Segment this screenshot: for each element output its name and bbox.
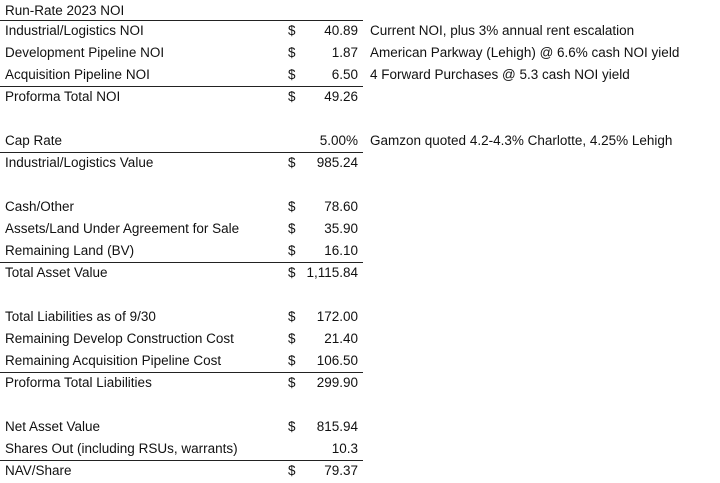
currency-symbol: $ xyxy=(288,199,296,214)
row-value: 35.90 xyxy=(324,221,358,236)
row-remaining-land xyxy=(0,240,720,262)
sheet-title: Run-Rate 2023 NOI xyxy=(5,3,125,18)
row-total-asset-value xyxy=(0,262,720,284)
title-row xyxy=(0,0,720,22)
currency-symbol: $ xyxy=(288,155,296,170)
row-label: Proforma Total NOI xyxy=(5,89,121,104)
row-value: 10.3 xyxy=(331,441,358,456)
row-assets-for-sale xyxy=(0,218,720,240)
row-value: 21.40 xyxy=(324,331,358,346)
row-label: Remaining Develop Construction Cost xyxy=(5,331,234,346)
row-industrial-value xyxy=(0,152,720,174)
row-cash-other xyxy=(0,196,720,218)
currency-symbol: $ xyxy=(288,463,296,478)
row-value: 79.37 xyxy=(324,463,358,478)
row-development-noi xyxy=(0,42,720,64)
currency-symbol: $ xyxy=(288,243,296,258)
row-label: Remaining Acquisition Pipeline Cost xyxy=(5,353,222,368)
row-value: 40.89 xyxy=(324,23,358,38)
row-label: Proforma Total Liabilities xyxy=(5,375,152,390)
row-note: American Parkway (Lehigh) @ 6.6% cash NOI yield xyxy=(370,45,680,60)
currency-symbol: $ xyxy=(288,265,296,280)
currency-symbol: $ xyxy=(288,23,296,38)
row-label: Industrial/Logistics Value xyxy=(5,155,154,170)
row-label: Total Asset Value xyxy=(5,265,108,280)
row-value: 106.50 xyxy=(316,353,358,368)
currency-symbol: $ xyxy=(288,221,296,236)
row-nav-per-share xyxy=(0,460,720,482)
row-value: 49.26 xyxy=(324,89,358,104)
row-proforma-total-noi xyxy=(0,86,720,108)
row-label: Cash/Other xyxy=(5,199,75,214)
currency-symbol: $ xyxy=(288,67,296,82)
row-value: 78.60 xyxy=(324,199,358,214)
row-label: Total Liabilities as of 9/30 xyxy=(5,309,156,324)
row-net-asset-value xyxy=(0,416,720,438)
row-label: Shares Out (including RSUs, warrants) xyxy=(5,441,238,456)
row-label: Cap Rate xyxy=(5,133,63,148)
row-value: 815.94 xyxy=(316,419,358,434)
row-label: Acquisition Pipeline NOI xyxy=(5,67,150,82)
row-industrial-noi xyxy=(0,20,720,42)
row-label: Development Pipeline NOI xyxy=(5,45,165,60)
currency-symbol: $ xyxy=(288,309,296,324)
row-value: 5.00% xyxy=(319,133,358,148)
row-value: 1,115.84 xyxy=(306,265,358,280)
row-label: Assets/Land Under Agreement for Sale xyxy=(5,221,240,236)
row-value: 299.90 xyxy=(316,375,358,390)
row-acquisition-noi xyxy=(0,64,720,86)
row-proforma-total-liabilities xyxy=(0,372,720,394)
row-cap-rate xyxy=(0,130,720,152)
row-note: 4 Forward Purchases @ 5.3 cash NOI yield xyxy=(370,67,630,82)
row-value: 6.50 xyxy=(331,67,358,82)
row-acquisition-pipeline-cost xyxy=(0,350,720,372)
currency-symbol: $ xyxy=(288,353,296,368)
row-note: Current NOI, plus 3% annual rent escalation xyxy=(370,23,635,38)
row-total-liabilities xyxy=(0,306,720,328)
row-value: 16.10 xyxy=(324,243,358,258)
row-label: Industrial/Logistics NOI xyxy=(5,23,144,38)
currency-symbol: $ xyxy=(288,331,296,346)
row-label: Net Asset Value xyxy=(5,419,101,434)
row-label: Remaining Land (BV) xyxy=(5,243,135,258)
currency-symbol: $ xyxy=(288,89,296,104)
row-value: 1.87 xyxy=(331,45,358,60)
currency-symbol: $ xyxy=(288,45,296,60)
row-label: NAV/Share xyxy=(5,463,72,478)
row-shares-out xyxy=(0,438,720,460)
currency-symbol: $ xyxy=(288,419,296,434)
row-value: 172.00 xyxy=(316,309,358,324)
row-develop-construction-cost xyxy=(0,328,720,350)
currency-symbol: $ xyxy=(288,375,296,390)
row-value: 985.24 xyxy=(316,155,358,170)
row-note: Gamzon quoted 4.2-4.3% Charlotte, 4.25% Lehigh xyxy=(370,133,673,148)
